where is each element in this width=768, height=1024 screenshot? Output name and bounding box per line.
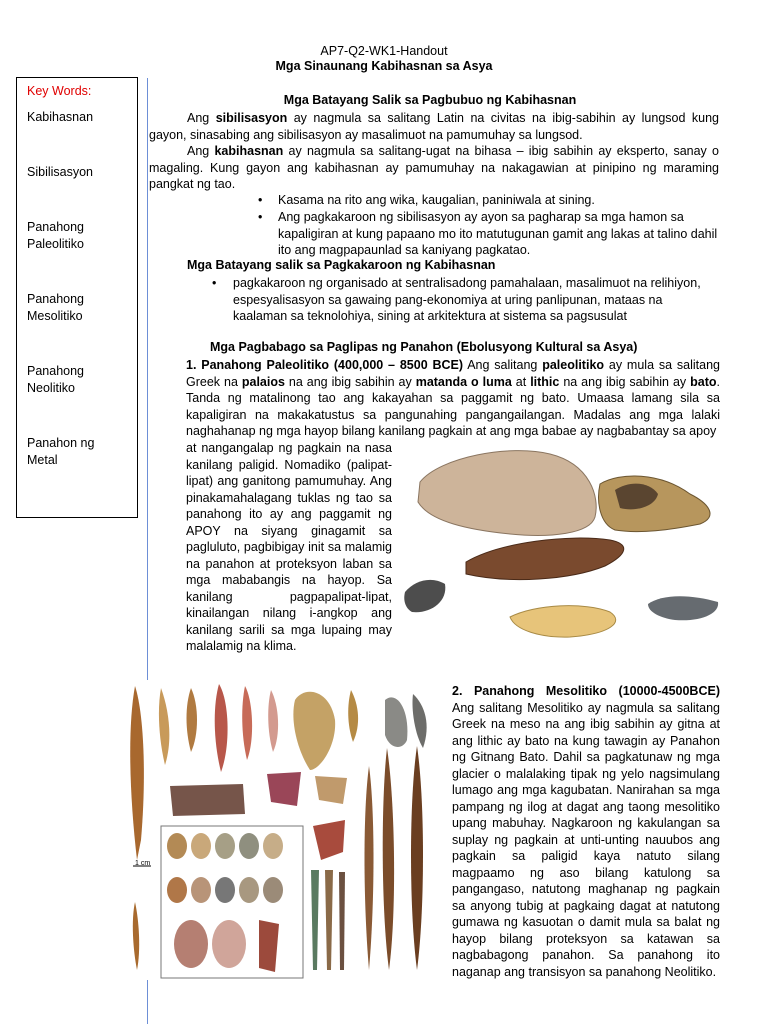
keywords-box: [16, 77, 138, 518]
document-title: Mga Sinaunang Kabihasnan sa Asya: [275, 59, 493, 73]
paragraph-paleolitiko: 1. Panahong Paleolitiko (400,000 – 8500 BCE) Ang salitang paleolitiko ay mula sa salitang Greek na palaios na ang ibig sabihin ay matanda o luma at lithic na ang ibig sabihin ay bato. Tanda ng matalinong tao ang kakayahan sa paggamit ng bato. Umaasa lamang sila sa kapaligiran na makakatustus sa pangunahing pangangailangan. Madalas ang mga lalaki naghahanap ng mga hayop bilang kanilang pagkain at ang mga babae ay nagbabantay sa apoy: [186, 358, 720, 438]
section-heading-batayang-salik: Mga Batayang Salik sa Pagbubuo ng Kabihasnan: [283, 93, 577, 107]
document-code: AP7-Q2-WK1-Handout: [320, 44, 448, 58]
section-heading-pagkakaroon: Mga Batayang salik sa Pagkakaroon ng Kabihasnan: [187, 258, 496, 272]
keyword-item: Panahong Mesolitiko: [27, 292, 85, 323]
keyword-item: Panahong Neolitiko: [27, 364, 85, 395]
paragraph-paleolitiko-continued: at nangangalap ng pagkain na nasa kanilang paligid. Nomadiko (palipat-lipat) ang ganitong pamumuhay. Ang pinakamahalagang tuklas ng tao sa panahong ito ay ang paggamit ng APOY na siyang ginagamit sa pagluluto, pagbibigay init sa malamig na panahon at proteksyon laban sa mga mababangis na hayop. Sa kanilang pagpapalipat-lipat, kinailangan nilang i-angkop ang kanilang sarili sa mga lupaing may malalamig na klima.: [186, 441, 392, 653]
mesolithic-artifacts-image: [125, 680, 441, 980]
keyword-item: Sibilisasyon: [27, 165, 94, 179]
keyword-item: Panahong Paleolitiko: [27, 220, 85, 251]
keyword-item: Panahon ng Metal: [27, 436, 95, 467]
paragraph-mesolitiko: 2. Panahong Mesolitiko (10000-4500BCE) Ang salitang Mesolitiko ay nagmula sa salitang Greek na meso na ang ibig sabihin ay gitna at ang lithic ay bato na kung tawagin ay Panahon ng Gitnang Bato. Dahil sa pagkatunaw ng mga glacier o malalaking tipak ng yelo nagsimulang lumago ang mga kagubatan. Nanirahan sa mga pampang ng ilog at dagat ang taong mesolitiko upang mabuhay. Nagkaroon ng kakulangan sa suplay ng pagkain at unti-unting nauubos ang pagkain sa paligid kaya natuto silang magpaamo ng aso bilang katulong sa pangangaso, natutong maghanap ng pagkain sa anyong tubig at pagkaing dagat at natutong gumawa ng kasuotan o damit mula sa balat ng hayop bilang proteksyon sa katawan sa nagbabagong panahon. Sa panahong ito naganap ang transisyon sa panahong Neolitiko.: [452, 684, 720, 979]
scale-label: 1 cm: [135, 860, 151, 867]
section-heading-pagbabago: Mga Pagbabago sa Paglipas ng Panahon (Ebolusyong Kultural sa Asya): [210, 340, 638, 354]
paragraph-sibilisasyon: Ang sibilisasyon ay nagmula sa salitang Latin na civitas na ibig-sabihin ay lungsod kung gayon, sinasabing ang sibilisasyon ay masalimuot na pamumuhay sa lungsod.: [149, 111, 719, 142]
keywords-heading: Key Words:: [27, 84, 92, 98]
keyword-item: Kabihasnan: [27, 110, 94, 124]
paleolithic-stone-tools-image: [400, 442, 725, 642]
paragraph-kabihasnan: Ang kabihasnan ay nagmula sa salitang-ugat na bihasa – ibig sabihin ay eksperto, sanay o magaling. Kung gayon ang kabihasnan ay pamumuhay na nakagawian at pinipino ng maraming pangkat ng tao.: [149, 144, 719, 191]
